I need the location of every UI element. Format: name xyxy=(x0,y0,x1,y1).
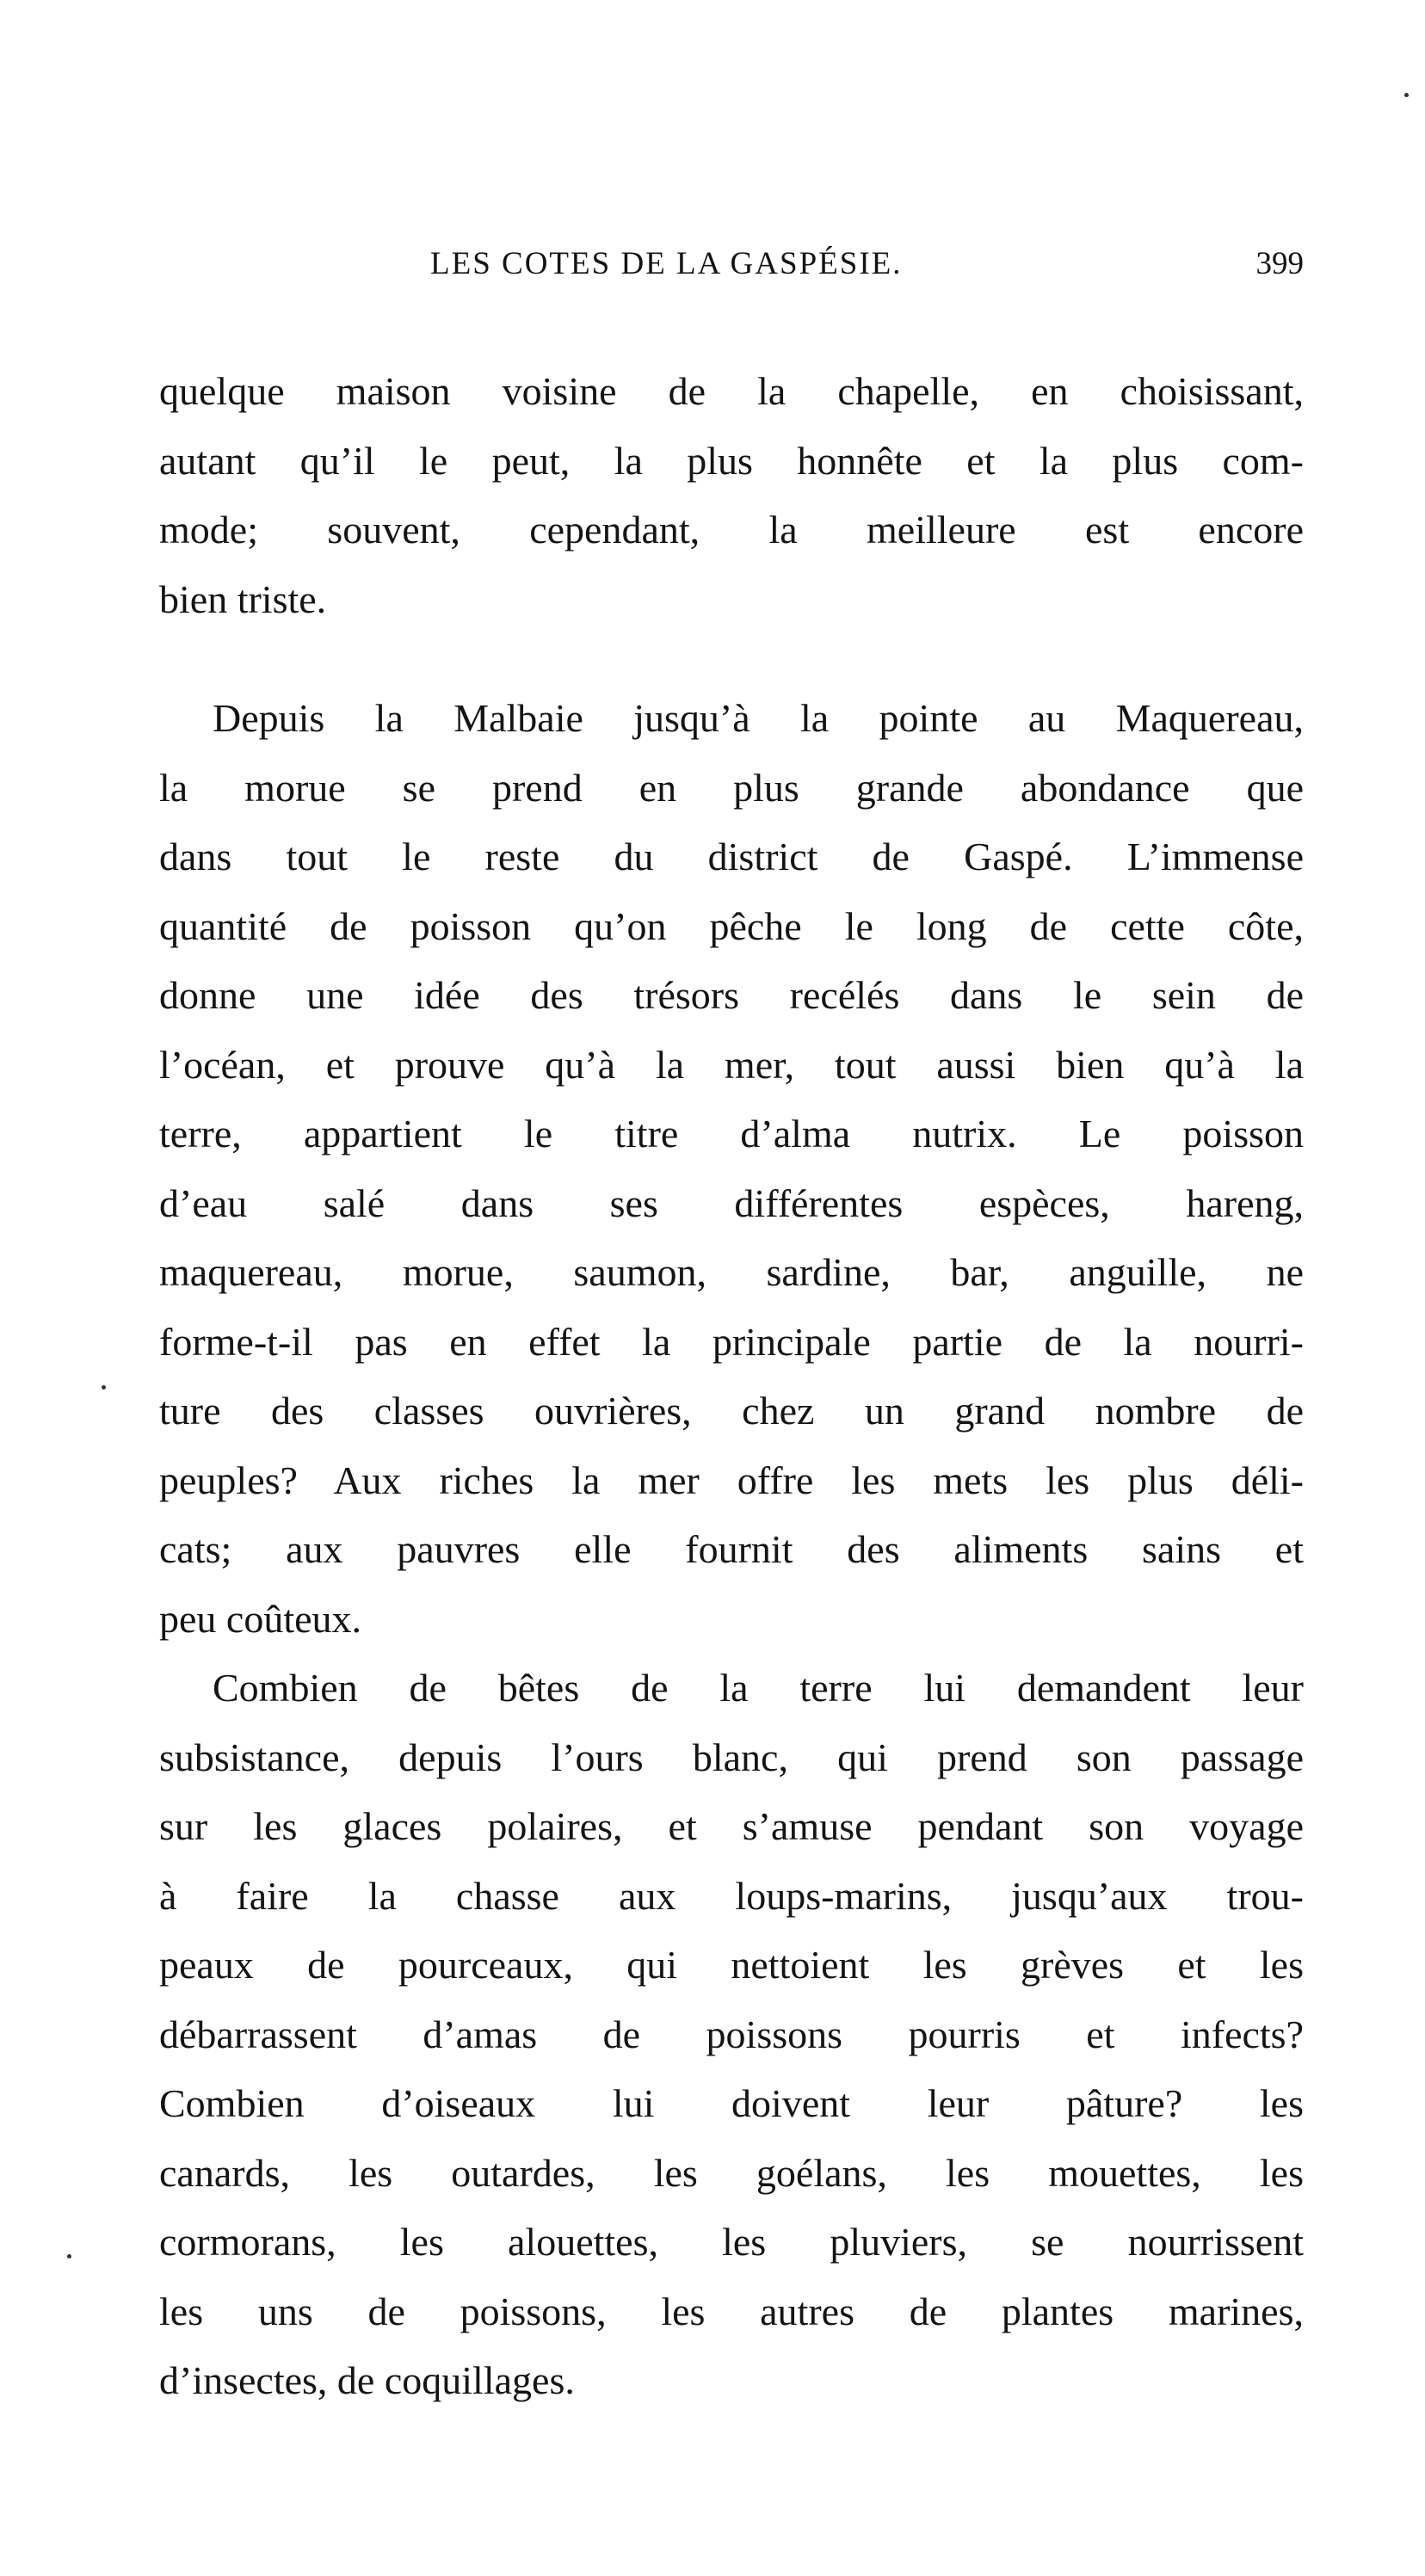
paragraph-1 xyxy=(159,357,1304,634)
running-title: LES COTES DE LA GASPÉSIE. xyxy=(430,246,903,281)
scan-speck xyxy=(1404,93,1409,97)
scan-speck xyxy=(67,2254,71,2259)
text-line: autant qu’il le peut, la plus honnête et la plus com- xyxy=(159,438,1304,483)
text-line: sur les glaces polaires, et s’amuse pendant son voyage xyxy=(159,1804,1304,1848)
paragraph-2 xyxy=(159,684,1304,1654)
body-text xyxy=(159,357,1304,2416)
text-line: la morue se prend en plus grande abondance que xyxy=(159,765,1304,810)
running-head xyxy=(159,245,1304,297)
text-line: d’eau salé dans ses différentes espèces, hareng, xyxy=(159,1180,1304,1225)
text-line: quantité de poisson qu’on pêche le long de cette côte, xyxy=(159,903,1304,948)
text-line: les uns de poissons, les autres de plantes marines, xyxy=(159,2289,1304,2333)
text-line: bien triste. xyxy=(159,576,327,621)
text-line: l’océan, et prouve qu’à la mer, tout aussi bien qu’à la xyxy=(159,1042,1304,1087)
scan-speck xyxy=(102,1385,106,1390)
text-line: Combien de bêtes de la terre lui demandent leur xyxy=(213,1666,1304,1710)
text-line: peu coûteux. xyxy=(159,1596,362,1641)
text-line: cormorans, les alouettes, les pluviers, se nourrissent xyxy=(159,2220,1304,2264)
text-line: peaux de pourceaux, qui nettoient les grèves et les xyxy=(159,1943,1304,1987)
text-line: quelque maison voisine de la chapelle, en choisissant, xyxy=(159,369,1304,413)
text-line: Depuis la Malbaie jusqu’à la pointe au Maquereau, xyxy=(213,696,1304,740)
text-line: dans tout le reste du district de Gaspé. L’immense xyxy=(159,835,1304,878)
text-line: à faire la chasse aux loups-marins, jusqu’aux trou- xyxy=(159,1873,1304,1918)
text-line: d’insectes, de coquillages. xyxy=(159,2358,575,2402)
paragraph-3 xyxy=(159,1654,1304,2416)
text-line: mode; souvent, cependant, la meilleure est encore xyxy=(159,508,1304,552)
text-line: canards, les outardes, les goélans, les mouettes, les xyxy=(159,2150,1304,2195)
text-line: débarrassent d’amas de poissons pourris et infects? xyxy=(159,2012,1304,2056)
text-line: forme-t-il pas en effet la principale partie de la nourri- xyxy=(159,1319,1304,1364)
text-line: terre, appartient le titre d’alma nutrix. Le poisson xyxy=(159,1112,1304,1156)
text-line: subsistance, depuis l’ours blanc, qui prend son passage xyxy=(159,1735,1304,1779)
page-number: 399 xyxy=(1255,246,1304,281)
text-line: ture des classes ouvrières, chez un grand nombre de xyxy=(159,1389,1304,1433)
text-line: peuples? Aux riches la mer offre les mets les plus déli- xyxy=(159,1457,1304,1502)
text-line: cats; aux pauvres elle fournit des aliments sains et xyxy=(159,1527,1304,1571)
text-line: donne une idée des trésors recélés dans le sein de xyxy=(159,973,1304,1017)
text-line: maquereau, morue, saumon, sardine, bar, anguille, ne xyxy=(159,1250,1304,1294)
text-line: Combien d’oiseaux lui doivent leur pâture? les xyxy=(159,2081,1304,2125)
paragraph-gap xyxy=(159,634,1304,684)
